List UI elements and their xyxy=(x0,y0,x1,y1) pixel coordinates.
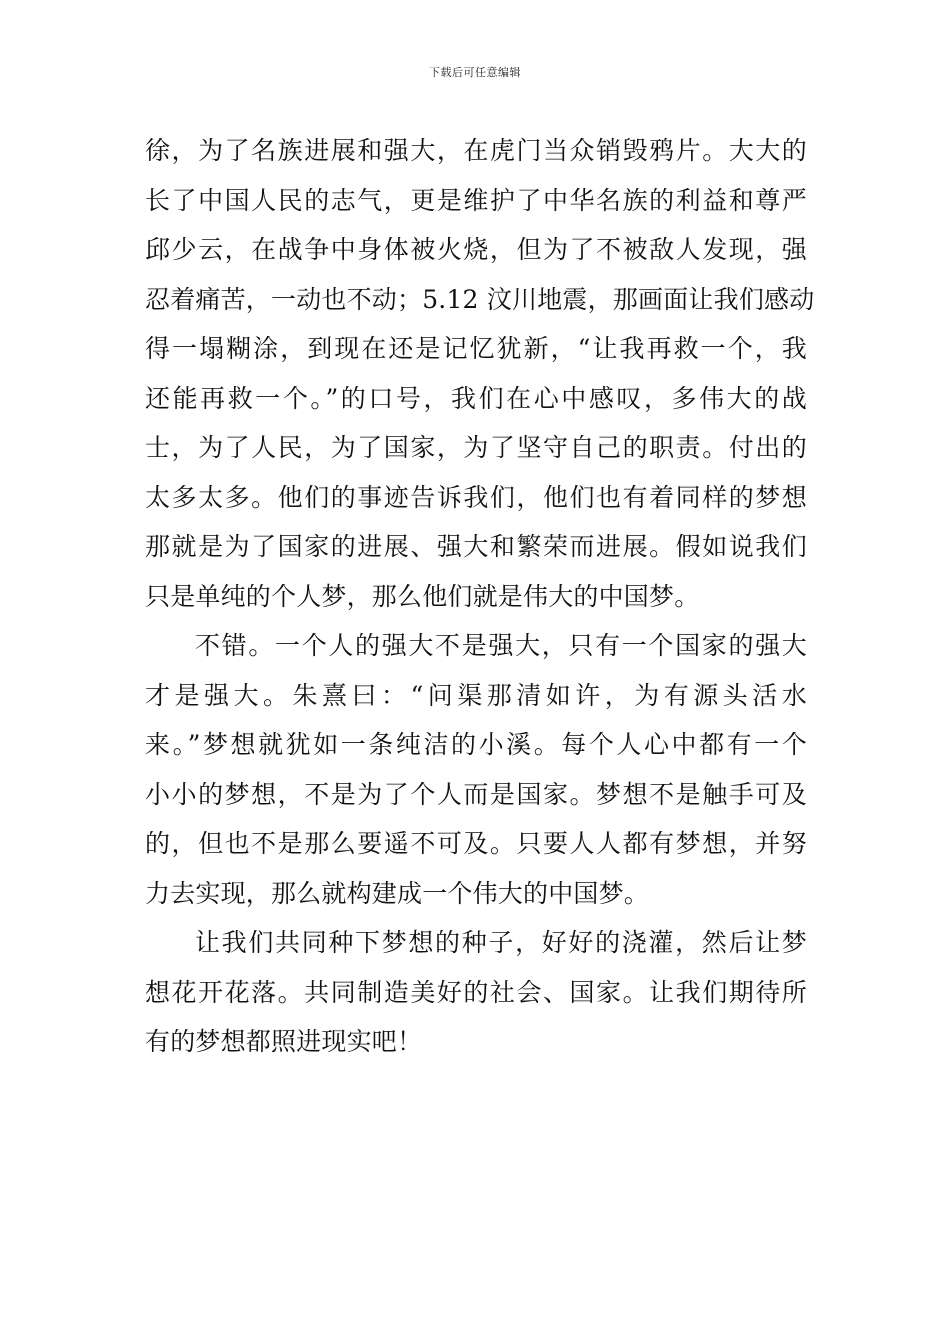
text-line: 还能再救一个。”的口号，我们在心中感叹，多伟大的战 xyxy=(145,383,807,413)
paragraph-2 xyxy=(145,621,807,918)
text-line: 太多太多。他们的事迹告诉我们，他们也有着同样的梦想 xyxy=(145,482,807,512)
text-line: 忍着痛苦，一动也不动；5.12 汶川地震，那画面让我们感动 xyxy=(145,284,815,314)
text-line: 徐，为了名族进展和强大，在虎门当众销毁鸦片。大大的 xyxy=(145,136,807,165)
text-line: 来。”梦想就犹如一条纯洁的小溪。每个人心中都有一个 xyxy=(145,730,807,759)
text-line: 不错。一个人的强大不是强大，只有一个国家的强大 xyxy=(195,631,807,660)
text-line: 士，为了人民，为了国家，为了坚守自己的职责。付出的 xyxy=(145,433,807,462)
page-header: 下载后可任意编辑 xyxy=(429,66,521,79)
text-line: 有的梦想都照进现实吧！ xyxy=(145,1027,423,1056)
text-line: 长了中国人民的志气，更是维护了中华名族的利益和尊严 xyxy=(145,185,807,215)
text-line: 得一塌糊涂，到现在还是记忆犹新，“让我再救一个，我 xyxy=(145,334,807,363)
text-line: 力去实现，那么就构建成一个伟大的中国梦。 xyxy=(145,878,650,908)
text-line: 的，但也不是那么要遥不可及。只要人人都有梦想，并努 xyxy=(145,829,807,858)
text-line: 才是强大。朱熹曰：“问渠那清如许，为有源头活水 xyxy=(145,680,807,710)
text-line: 邱少云，在战争中身体被火烧，但为了不被敌人发现，强 xyxy=(145,235,807,264)
text-line: 想花开花落。共同制造美好的社会、国家。让我们期待所 xyxy=(145,977,807,1007)
text-line: 只是单纯的个人梦，那么他们就是伟大的中国梦。 xyxy=(145,581,700,611)
text-line: 那就是为了国家的进展、强大和繁荣而进展。假如说我们 xyxy=(145,532,807,561)
text-line: 让我们共同种下梦想的种子，好好的浇灌，然后让梦 xyxy=(195,928,807,957)
text-line: 小小的梦想，不是为了个人而是国家。梦想不是触手可及 xyxy=(145,779,807,809)
paragraph-1 xyxy=(145,126,815,621)
paragraph-3 xyxy=(145,918,807,1067)
body-text xyxy=(145,126,815,1067)
